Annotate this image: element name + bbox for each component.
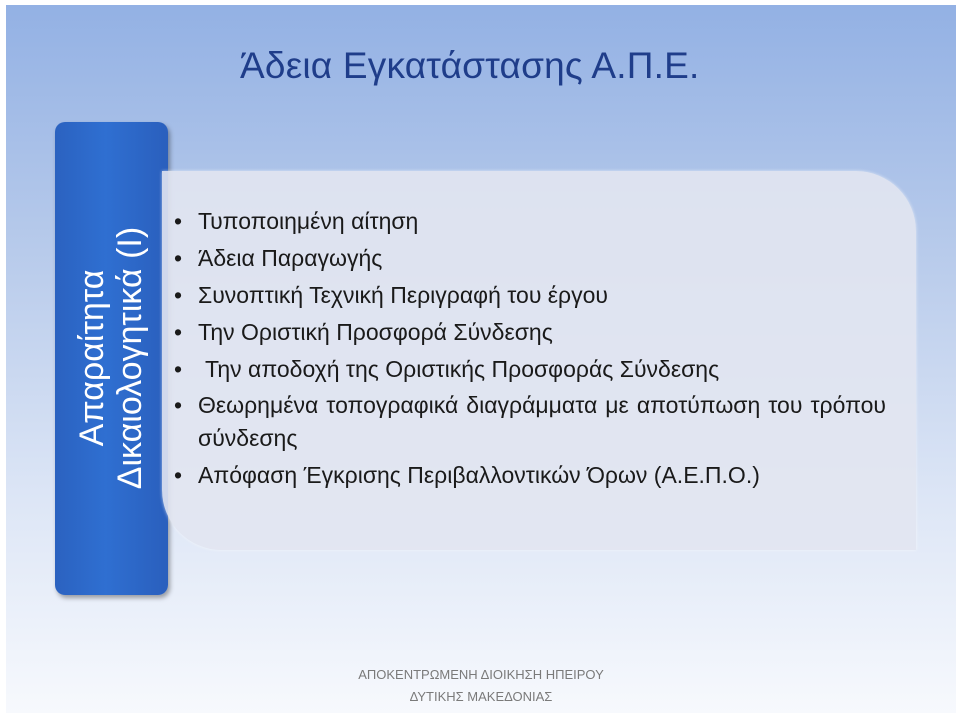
requirements-list <box>174 204 886 495</box>
list-item: • Άδεια Παραγωγής <box>174 241 886 275</box>
list-item: • Τυποποιημένη αίτηση <box>174 204 886 238</box>
footer <box>6 664 956 708</box>
list-item: • Την Οριστική Προσφορά Σύνδεσης <box>174 315 886 349</box>
sidebar-label-line-2: Δικαιολογητικά (Ι) <box>111 226 149 490</box>
footer-line-2: ΔΥΤΙΚΗΣ ΜΑΚΕΔΟΝΙΑΣ <box>409 689 553 704</box>
sidebar-label-line-1: Απαραίτητα <box>73 269 111 447</box>
list-item: • Συνοπτική Τεχνική Περιγραφή του έργου <box>174 278 886 312</box>
sidebar-label <box>73 128 149 588</box>
list-item: • Θεωρημένα τοπογραφικά διαγράμματα με αποτύπωση του τρόπου σύνδεσης <box>174 389 886 455</box>
sidebar-label-box <box>55 122 168 595</box>
list-item: • Την αποδοχή της Οριστικής Προσφοράς Σύνδεσης <box>174 352 886 386</box>
list-item: • Απόφαση Έγκρισης Περιβαλλοντικών Όρων (Α.Ε.Π.Ο.) <box>174 458 886 492</box>
footer-line-1: ΑΠΟΚΕΝΤΡΩΜΕΝΗ ΔΙΟΙΚΗΣΗ ΗΠΕΙΡΟΥ <box>358 667 604 682</box>
slide-title: Άδεια Εγκατάστασης Α.Π.Ε. <box>240 45 700 86</box>
